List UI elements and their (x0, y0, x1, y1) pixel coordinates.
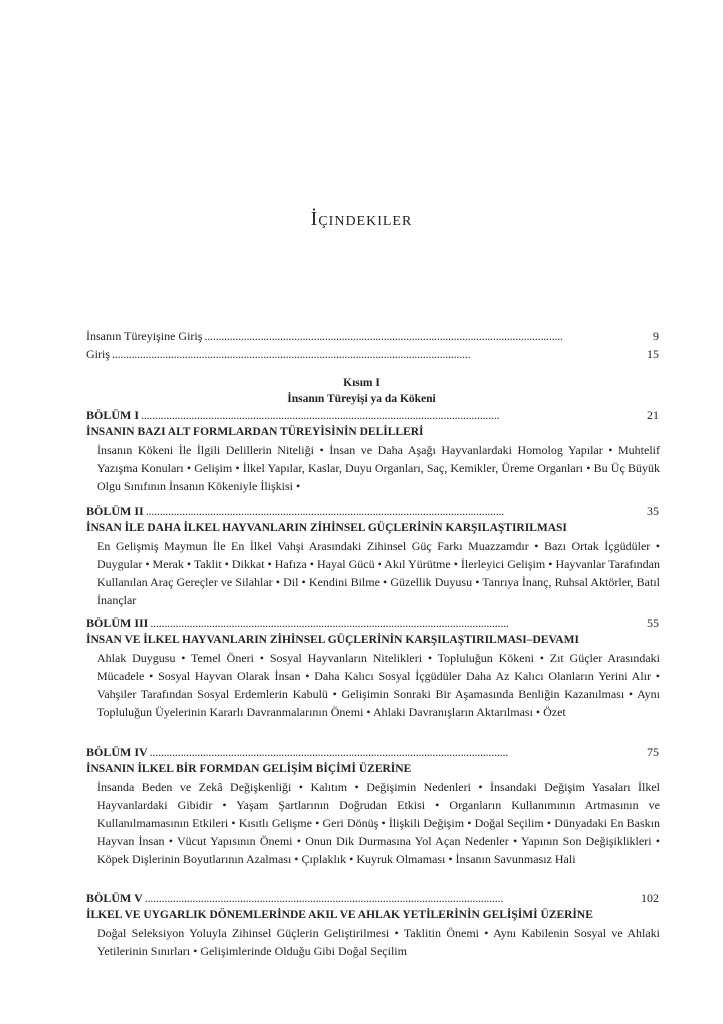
dot-leader (150, 614, 645, 632)
toc-page-number: 35 (647, 504, 659, 518)
dot-leader (150, 743, 645, 761)
toc-entry-label: İnsanın Türeyişine Giriş (86, 329, 203, 343)
toc-entry-chapter-1[interactable] (86, 406, 659, 424)
toc-chapter-label: BÖLÜM IV (86, 745, 148, 759)
toc-page-number: 9 (653, 329, 659, 343)
toc-chapter-label: BÖLÜM V (86, 891, 143, 905)
toc-entry-chapter-4[interactable] (86, 743, 659, 761)
chapter-title: İNSAN VE İLKEL HAYVANLARIN ZİHİNSEL GÜÇLERİNİN KARŞILAŞTIRILMASI–DEVAMI (86, 634, 579, 646)
part-label: Kısım I (343, 377, 380, 389)
chapter-title: İLKEL VE UYGARLIK DÖNEMLERİNDE AKIL VE AHLAK YETİLERİNİN GELİŞİMİ ÜZERİNE (86, 909, 593, 921)
page-title: İçindekiler (310, 208, 413, 230)
chapter-description: En Gelişmiş Maymun İle En İlkel Vahşi Arasındaki Zihinsel Güç Farkı Muazzamdır • Bazı Ortak İçgüdüler • Duygular • Merak • Taklit • Dikkat • Hafıza • Hayal Gücü • Akıl Yürütme • İlerleyici Gelişim • Hayvanlar Tarafından Kullanılan Araç Gereçler ve Silahlar • Dil • Kendini Bilme • Güzellik Duyusu • Tanrıya İnanç, Ruhsal Aktörler, Batıl İnançlar (97, 539, 660, 607)
dot-leader (141, 406, 645, 424)
toc-page-number: 75 (647, 745, 659, 759)
toc-page-number: 21 (647, 408, 659, 422)
chapter-title: İNSANIN BAZI ALT FORMLARDAN TÜREYİSİNİN DELİLLERİ (86, 426, 424, 438)
chapter-description: Ahlak Duygusu • Temel Öneri • Sosyal Hayvanların Nitelikleri • Topluluğun Kökeni • Zıt Güçler Arasındaki Mücadele • Sosyal Hayvan Olarak İnsan • Daha Kalıcı Sosyal İçgüdüler Daha Az Kalıcı Olanların Yerini Alır • Vahşiler Tarafından Sosyal Erdemlerin Kabulü • Gelişimin Sonraki Bir Aşamasında Benliğin Kazanılması • Aynı Topluluğun Üyelerinin Kararlı Davranmalarının Önemi • Ahlaki Davranışların Aktarılması • Özet (97, 651, 660, 719)
toc-entry-chapter-5[interactable] (86, 889, 659, 907)
toc-page-number: 102 (641, 891, 659, 905)
part-subtitle: İnsanın Türeyişi ya da Kökeni (287, 393, 436, 405)
chapter-description: İnsanın Kökeni İle İlgili Delillerin Niteliği • İnsan ve Daha Aşağı Hayvanlardaki Homolog Yapılar • Muhtelif Yazışma Konuları • Gelişim • İlkel Yapılar, Kaslar, Duyu Organları, Saç, Kemikler, Üreme Organları • Bu Üç Büyük Olgu Sınıfının İnsanın Kökeniyle İlişkisi • (97, 443, 660, 493)
chapter-description: Doğal Seleksiyon Yoluyla Zihinsel Güçlerin Geliştirilmesi • Taklitin Önemi • Aynı Kabilenin Sosyal ve Ahlaki Yetilerinin Sınırları • Gelişimlerinde Olduğu Gibi Doğal Seçilim (97, 926, 660, 958)
toc-chapter-label: BÖLÜM II (86, 504, 144, 518)
dot-leader (204, 327, 651, 345)
dot-leader (145, 889, 639, 907)
toc-chapter-label: BÖLÜM III (86, 616, 149, 630)
dot-leader (112, 345, 645, 363)
toc-entry-intro-1[interactable] (86, 327, 659, 345)
toc-entry-label: Giriş (86, 347, 110, 361)
toc-page-number: 15 (647, 347, 659, 361)
toc-entry-chapter-2[interactable] (86, 502, 659, 520)
chapter-title: İNSANIN İLKEL BİR FORMDAN GELİŞİM BİÇİMİ ÜZERİNE (86, 763, 412, 775)
chapter-description: İnsanda Beden ve Zekâ Değişkenliği • Kalıtım • Değişimin Nedenleri • İnsandaki Değişim Yasaları İlkel Hayvanlardaki Gibidir • Yaşam Şartlarının Doğrudan Etkisi • Organların Kullanımının Artmasının ve Kullanılmamasının Etkileri • Kısıtlı Gelişme • Geri Dönüş • İlişkili Değişim • Doğal Seçilim • Dünyadaki En Baskın Hayvan İnsan • Vücut Yapısının Önemi • Onun Dik Durmasına Yol Açan Nedenler • Yapının Son Değişiklikleri • Köpek Dişlerinin Boyutlarının Azalması • Çıplaklık • Kuyruk Olmaması • İnsanın Savunmasız Hali (97, 780, 660, 866)
toc-entry-chapter-3[interactable] (86, 614, 659, 632)
dot-leader (146, 502, 645, 520)
toc-page-number: 55 (647, 616, 659, 630)
toc-entry-intro-2[interactable] (86, 345, 659, 363)
toc-chapter-label: BÖLÜM I (86, 408, 140, 422)
chapter-title: İNSAN İLE DAHA İLKEL HAYVANLARIN ZİHİNSEL GÜÇLERİNİN KARŞILAŞTIRILMASI (86, 522, 567, 534)
